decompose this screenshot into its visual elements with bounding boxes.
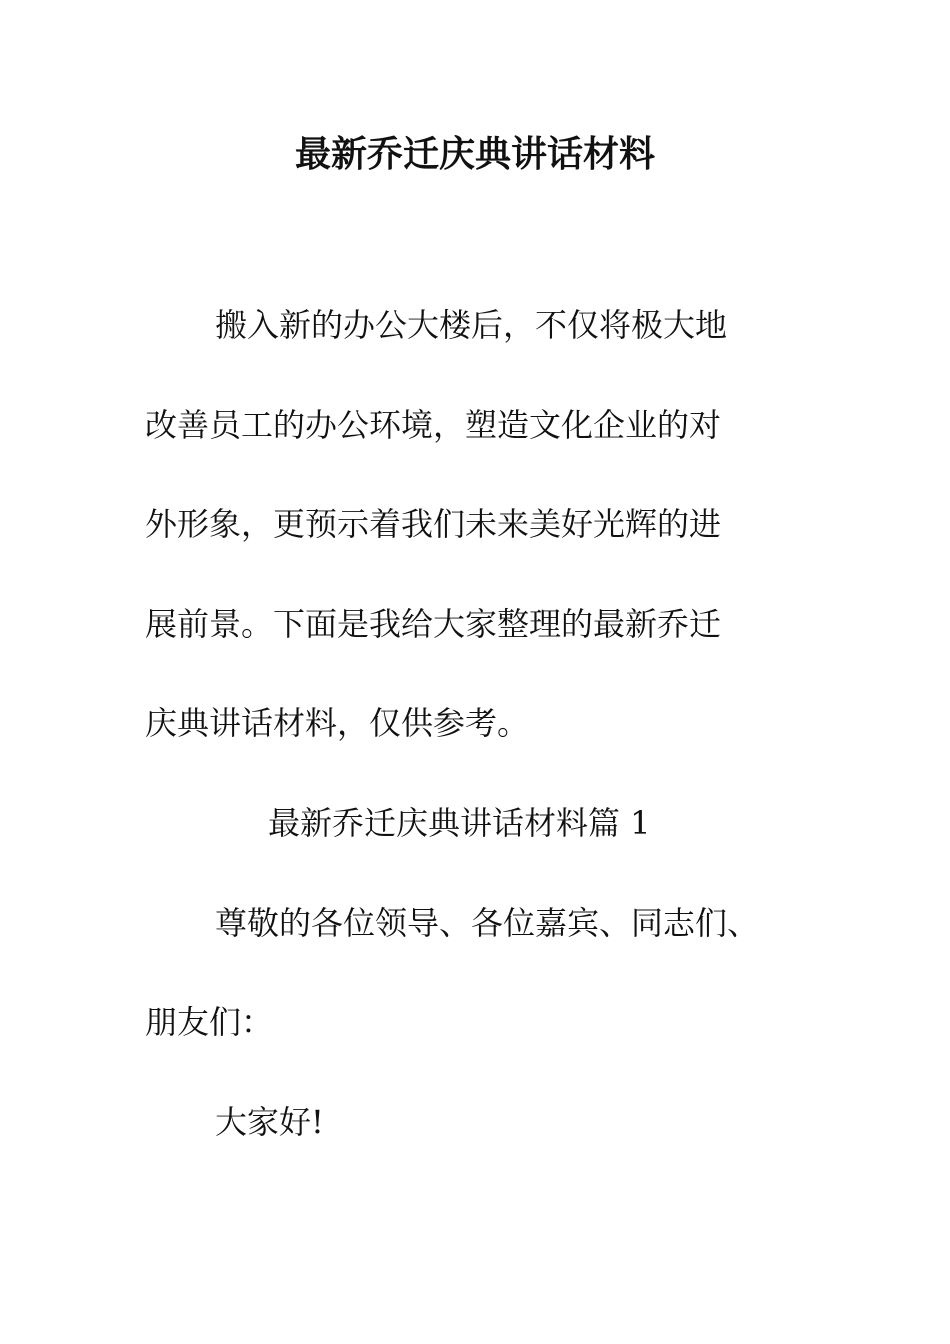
salutation: 大家好! [215,1103,324,1141]
intro-line-2: 改善员工的办公环境，塑造文化企业的对 [145,406,722,444]
intro-line-1: 搬入新的办公大楼后，不仅将极大地 [215,306,728,344]
document-title: 最新乔迁庆典讲话材料 [294,133,655,175]
section-heading: 最新乔迁庆典讲话材料篇 1 [268,804,651,842]
intro-line-5: 庆典讲话材料，仅供参考。 [145,704,530,742]
intro-line-4: 展前景。下面是我给大家整理的最新乔迁 [145,605,722,643]
intro-line-3: 外形象，更预示着我们未来美好光辉的进 [145,505,722,543]
greeting-line-2: 朋友们： [145,1003,274,1041]
greeting-line-1: 尊敬的各位领导、各位嘉宾、同志们、 [215,904,760,942]
